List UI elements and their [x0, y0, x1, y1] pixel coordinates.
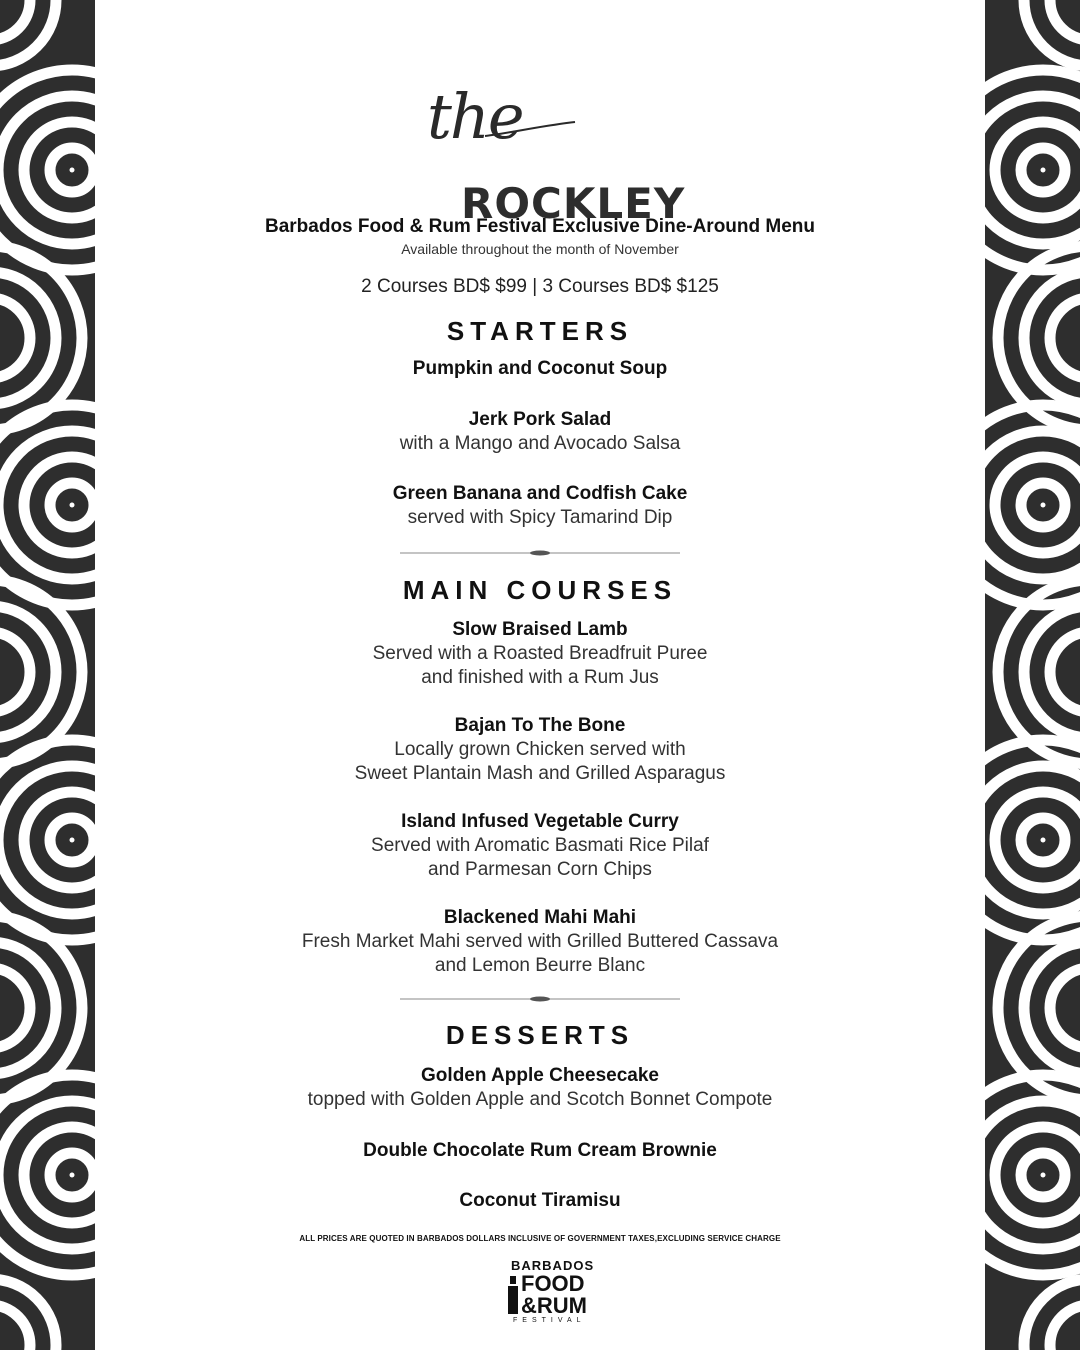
concentric-arc-pattern-left — [0, 0, 95, 1350]
main-item — [95, 810, 985, 882]
section-divider — [400, 995, 680, 1003]
left-decorative-band — [0, 0, 95, 1350]
menu-page — [95, 0, 985, 1350]
starters-heading: STARTERS — [446, 316, 634, 346]
dish-name: Slow Braised Lamb — [452, 619, 628, 640]
starter-item — [95, 357, 985, 381]
starter-item — [95, 482, 985, 530]
dish-description: served with Spicy Tamarind Dip — [407, 507, 673, 528]
dish-name: Jerk Pork Salad — [468, 409, 612, 430]
dish-name: Bajan To The Bone — [454, 715, 626, 736]
availability-note: Available throughout the month of November — [401, 241, 679, 257]
dish-description: topped with Golden Apple and Scotch Bonnet Compote — [307, 1089, 773, 1110]
dish-name: Pumpkin and Coconut Soup — [412, 358, 668, 379]
main-courses-heading: MAIN COURSES — [402, 575, 678, 605]
festival-logo-line1: BARBADOS — [511, 1258, 595, 1273]
dish-name: Green Banana and Codfish Cake — [392, 483, 688, 504]
section-divider — [400, 549, 680, 557]
festival-logo-line3: &RUM — [521, 1293, 587, 1318]
dish-name: Double Chocolate Rum Cream Brownie — [363, 1140, 717, 1161]
menu-headline: Barbados Food & Rum Festival Exclusive Dine-Around Menu — [264, 216, 816, 237]
starter-item — [95, 408, 985, 456]
main-item — [95, 618, 985, 690]
desserts-heading: DESSERTS — [445, 1020, 635, 1050]
dish-description: Served with a Roasted Breadfruit Puree — [372, 643, 708, 664]
course-prices: 2 Courses BD$ $99 | 3 Courses BD$ $125 — [361, 276, 719, 297]
bottle-fork-icon — [505, 1276, 521, 1316]
logo-wordmark: ROCKLEY — [461, 179, 686, 228]
dessert-item — [95, 1139, 985, 1163]
logo-script-word: the — [427, 80, 523, 153]
dish-description: Sweet Plantain Mash and Grilled Asparagus — [354, 763, 726, 784]
festival-logo-line2: FOOD — [521, 1271, 585, 1296]
dish-name: Blackened Mahi Mahi — [443, 907, 637, 928]
dish-description: and Lemon Beurre Blanc — [434, 955, 646, 976]
main-item — [95, 906, 985, 978]
logo-swoosh-icon — [425, 88, 585, 148]
dish-name: Coconut Tiramisu — [459, 1190, 621, 1211]
dish-description: and Parmesan Corn Chips — [428, 859, 652, 880]
dish-description: Fresh Market Mahi served with Grilled Buttered Cassava — [301, 931, 779, 952]
concentric-arc-pattern-right — [985, 0, 1080, 1350]
dish-name: Island Infused Vegetable Curry — [401, 811, 679, 832]
dish-description: with a Mango and Avocado Salsa — [399, 433, 681, 454]
festival-logo — [505, 1258, 615, 1328]
dish-name: Golden Apple Cheesecake — [421, 1065, 659, 1086]
pricing-footnote: ALL PRICES ARE QUOTED IN BARBADOS DOLLARS INCLUSIVE OF GOVERNMENT TAXES,EXCLUDING SERVICE CHARGE — [299, 1234, 781, 1243]
dessert-item — [95, 1064, 985, 1112]
right-decorative-band — [985, 0, 1080, 1350]
dish-description: Locally grown Chicken served with — [394, 739, 686, 760]
dish-description: Served with Aromatic Basmati Rice Pilaf — [371, 835, 709, 856]
dish-description: and finished with a Rum Jus — [421, 667, 659, 688]
festival-logo-line4: FESTIVAL — [513, 1317, 586, 1324]
main-item — [95, 714, 985, 786]
dessert-item — [95, 1189, 985, 1213]
